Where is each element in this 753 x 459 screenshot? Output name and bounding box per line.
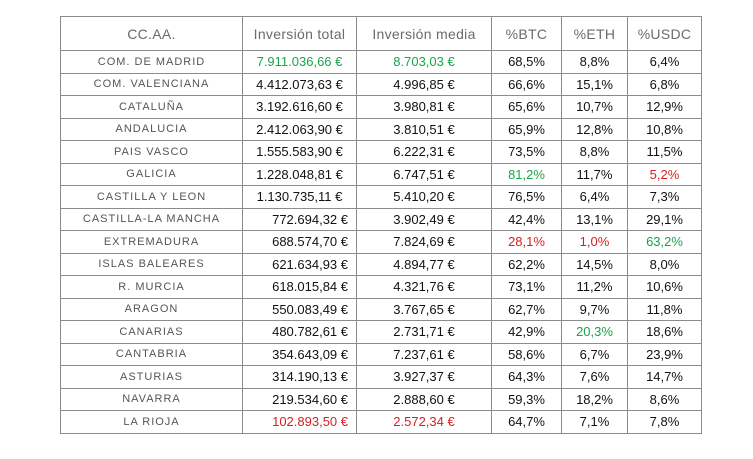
btc-cell: 42,4%	[492, 208, 562, 231]
table-row	[61, 321, 702, 344]
total-cell: 314.190,13 €	[243, 366, 357, 389]
eth-cell: 11,7%	[562, 163, 628, 186]
region-cell: ASTURIAS	[61, 366, 243, 389]
media-cell: 3.902,49 €	[357, 208, 492, 231]
eth-cell: 8,8%	[562, 141, 628, 164]
usdc-cell: 6,8%	[628, 73, 702, 96]
table-row	[61, 411, 702, 434]
region-cell: ARAGON	[61, 298, 243, 321]
btc-cell: 81,2%	[492, 163, 562, 186]
total-cell: 219.534,60 €	[243, 388, 357, 411]
media-cell: 6.747,51 €	[357, 163, 492, 186]
btc-cell: 73,5%	[492, 141, 562, 164]
region-cell: EXTREMADURA	[61, 231, 243, 254]
eth-cell: 9,7%	[562, 298, 628, 321]
table-row	[61, 208, 702, 231]
btc-cell: 64,7%	[492, 411, 562, 434]
usdc-cell: 8,6%	[628, 388, 702, 411]
btc-cell: 62,7%	[492, 298, 562, 321]
eth-cell: 8,8%	[562, 51, 628, 74]
media-cell: 3.810,51 €	[357, 118, 492, 141]
total-cell: 1.228.048,81 €	[243, 163, 357, 186]
table-row	[61, 231, 702, 254]
btc-cell: 58,6%	[492, 343, 562, 366]
usdc-cell: 6,4%	[628, 51, 702, 74]
btc-cell: 76,5%	[492, 186, 562, 209]
btc-cell: 65,6%	[492, 96, 562, 119]
table-row	[61, 96, 702, 119]
header-region: CC.AA.	[61, 17, 243, 51]
media-cell: 8.703,03 €	[357, 51, 492, 74]
header-eth-pct: %ETH	[562, 17, 628, 51]
table-row	[61, 298, 702, 321]
table-row	[61, 343, 702, 366]
usdc-cell: 12,9%	[628, 96, 702, 119]
usdc-cell: 7,8%	[628, 411, 702, 434]
eth-cell: 15,1%	[562, 73, 628, 96]
table-row	[61, 51, 702, 74]
media-cell: 4.894,77 €	[357, 253, 492, 276]
eth-cell: 7,1%	[562, 411, 628, 434]
eth-cell: 13,1%	[562, 208, 628, 231]
table-row	[61, 388, 702, 411]
region-cell: CASTILLA-LA MANCHA	[61, 208, 243, 231]
eth-cell: 11,2%	[562, 276, 628, 299]
eth-cell: 20,3%	[562, 321, 628, 344]
total-cell: 688.574,70 €	[243, 231, 357, 254]
btc-cell: 42,9%	[492, 321, 562, 344]
header-usdc-pct: %USDC	[628, 17, 702, 51]
header-total-investment: Inversión total	[243, 17, 357, 51]
usdc-cell: 23,9%	[628, 343, 702, 366]
total-cell: 1.555.583,90 €	[243, 141, 357, 164]
eth-cell: 6,7%	[562, 343, 628, 366]
investment-by-region-table	[60, 16, 702, 434]
region-cell: ANDALUCIA	[61, 118, 243, 141]
eth-cell: 10,7%	[562, 96, 628, 119]
eth-cell: 18,2%	[562, 388, 628, 411]
region-cell: COM. DE MADRID	[61, 51, 243, 74]
btc-cell: 64,3%	[492, 366, 562, 389]
usdc-cell: 63,2%	[628, 231, 702, 254]
total-cell: 772.694,32 €	[243, 208, 357, 231]
region-cell: PAIS VASCO	[61, 141, 243, 164]
region-cell: CANTABRIA	[61, 343, 243, 366]
eth-cell: 14,5%	[562, 253, 628, 276]
table-row	[61, 118, 702, 141]
header-average-investment: Inversión media	[357, 17, 492, 51]
table-row	[61, 253, 702, 276]
media-cell: 2.731,71 €	[357, 321, 492, 344]
investment-table-container	[60, 16, 702, 434]
media-cell: 4.321,76 €	[357, 276, 492, 299]
header-btc-pct: %BTC	[492, 17, 562, 51]
total-cell: 621.634,93 €	[243, 253, 357, 276]
btc-cell: 59,3%	[492, 388, 562, 411]
btc-cell: 65,9%	[492, 118, 562, 141]
region-cell: NAVARRA	[61, 388, 243, 411]
usdc-cell: 7,3%	[628, 186, 702, 209]
eth-cell: 1,0%	[562, 231, 628, 254]
media-cell: 7.237,61 €	[357, 343, 492, 366]
btc-cell: 73,1%	[492, 276, 562, 299]
btc-cell: 28,1%	[492, 231, 562, 254]
region-cell: CANARIAS	[61, 321, 243, 344]
media-cell: 6.222,31 €	[357, 141, 492, 164]
table-row	[61, 366, 702, 389]
btc-cell: 66,6%	[492, 73, 562, 96]
total-cell: 2.412.063,90 €	[243, 118, 357, 141]
total-cell: 618.015,84 €	[243, 276, 357, 299]
total-cell: 7.911.036,66 €	[243, 51, 357, 74]
table-row	[61, 141, 702, 164]
usdc-cell: 14,7%	[628, 366, 702, 389]
usdc-cell: 10,6%	[628, 276, 702, 299]
total-cell: 1.130.735,11 €	[243, 186, 357, 209]
usdc-cell: 18,6%	[628, 321, 702, 344]
media-cell: 2.888,60 €	[357, 388, 492, 411]
table-row	[61, 163, 702, 186]
total-cell: 354.643,09 €	[243, 343, 357, 366]
media-cell: 5.410,20 €	[357, 186, 492, 209]
usdc-cell: 5,2%	[628, 163, 702, 186]
total-cell: 550.083,49 €	[243, 298, 357, 321]
header-row	[61, 17, 702, 51]
table-row	[61, 276, 702, 299]
eth-cell: 6,4%	[562, 186, 628, 209]
media-cell: 3.980,81 €	[357, 96, 492, 119]
region-cell: ISLAS BALEARES	[61, 253, 243, 276]
eth-cell: 7,6%	[562, 366, 628, 389]
total-cell: 102.893,50 €	[243, 411, 357, 434]
eth-cell: 12,8%	[562, 118, 628, 141]
region-cell: LA RIOJA	[61, 411, 243, 434]
media-cell: 7.824,69 €	[357, 231, 492, 254]
region-cell: CASTILLA Y LEON	[61, 186, 243, 209]
usdc-cell: 29,1%	[628, 208, 702, 231]
media-cell: 2.572,34 €	[357, 411, 492, 434]
total-cell: 3.192.616,60 €	[243, 96, 357, 119]
btc-cell: 62,2%	[492, 253, 562, 276]
region-cell: R. MURCIA	[61, 276, 243, 299]
usdc-cell: 10,8%	[628, 118, 702, 141]
region-cell: GALICIA	[61, 163, 243, 186]
region-cell: COM. VALENCIANA	[61, 73, 243, 96]
usdc-cell: 8,0%	[628, 253, 702, 276]
btc-cell: 68,5%	[492, 51, 562, 74]
media-cell: 3.927,37 €	[357, 366, 492, 389]
table-row	[61, 73, 702, 96]
usdc-cell: 11,5%	[628, 141, 702, 164]
media-cell: 3.767,65 €	[357, 298, 492, 321]
total-cell: 4.412.073,63 €	[243, 73, 357, 96]
media-cell: 4.996,85 €	[357, 73, 492, 96]
total-cell: 480.782,61 €	[243, 321, 357, 344]
region-cell: CATALUÑA	[61, 96, 243, 119]
table-row	[61, 186, 702, 209]
usdc-cell: 11,8%	[628, 298, 702, 321]
